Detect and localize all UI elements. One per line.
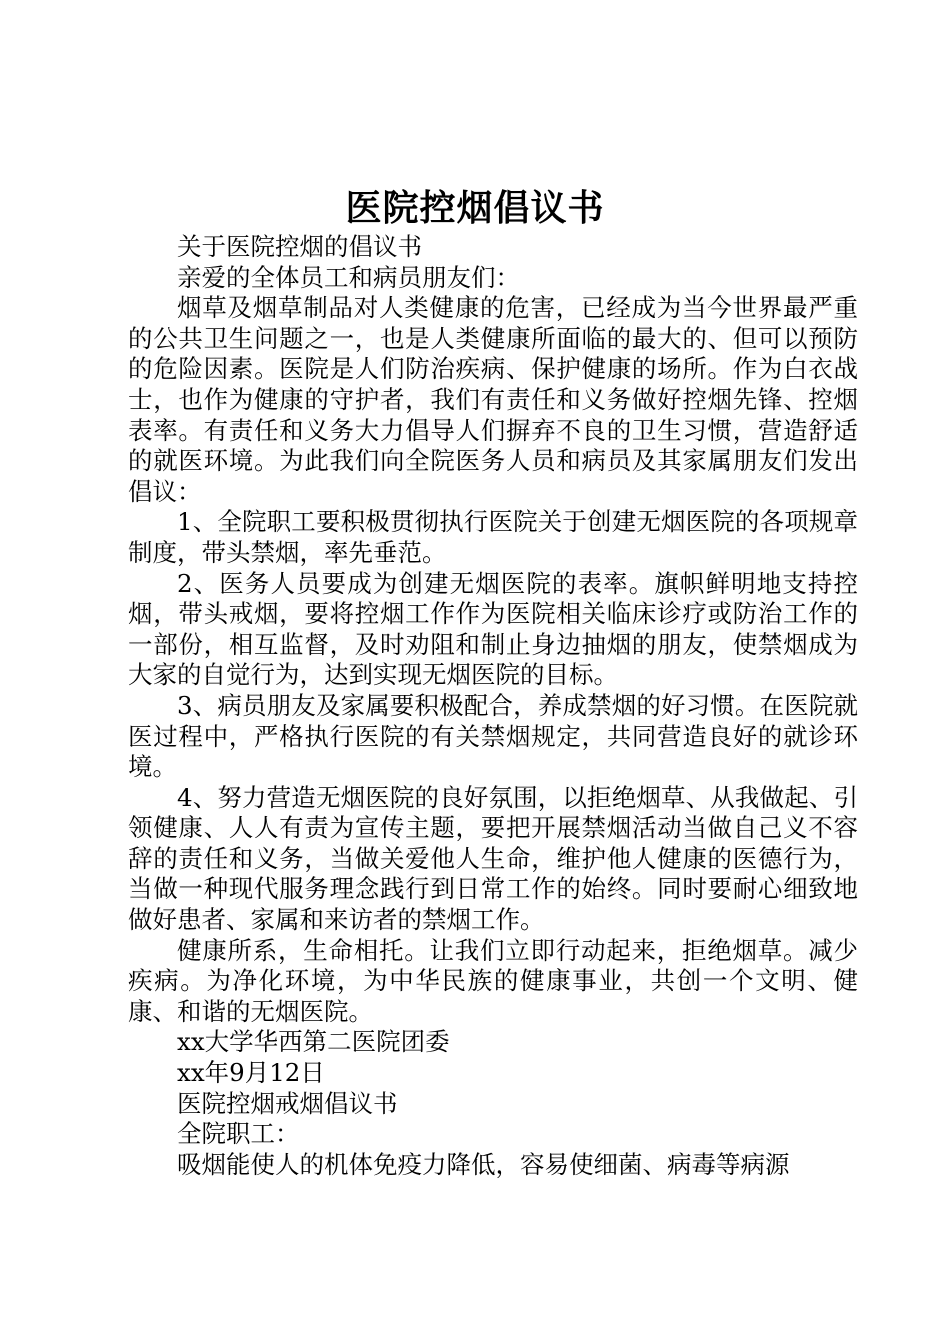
- paragraph-item-3: 3、病员朋友及家属要积极配合，养成禁烟的好习惯。在医院就医过程中，严格执行医院的有关禁烟规定，共同营造良好的就诊环境。: [128, 690, 858, 782]
- document-subtitle: 关于医院控烟的倡议书: [177, 232, 422, 261]
- paragraph-item-1: 1、全院职工要积极贯彻执行医院关于创建无烟医院的各项规章制度，带头禁烟，率先垂范。: [128, 507, 858, 567]
- signature: xx大学华西第二医院团委: [177, 1027, 450, 1057]
- paragraph-intro: 烟草及烟草制品对人类健康的危害，已经成为当今世界最严重的公共卫生问题之一，也是人类健康所面临的最大的、但可以预防的危险因素。医院是人们防治疾病、保护健康的场所。作为白衣战士，也作为健康的守护者，我们有责任和义务做好控烟先锋、控烟表率。有责任和义务大力倡导人们摒弃不良的卫生习惯，营造舒适的就医环境。为此我们向全院医务人员和病员及其家属朋友们发出倡议：: [128, 293, 858, 506]
- paragraph-item-2: 2、医务人员要成为创建无烟医院的表率。旗帜鲜明地支持控烟，带头戒烟，要将控烟工作作为医院相关临床诊疗或防治工作的一部份，相互监督，及时劝阻和制止身边抽烟的朋友，使禁烟成为大家的自觉行为，达到实现无烟医院的目标。: [128, 568, 858, 690]
- document-body: [128, 232, 858, 1180]
- paragraph-closing: 健康所系，生命相托。让我们立即行动起来，拒绝烟草。减少疾病。为净化环境，为中华民族的健康事业，共创一个文明、健康、和谐的无烟医院。: [128, 935, 858, 1026]
- second-paragraph: 吸烟能使人的机体免疫力降低，容易使细菌、病毒等病源: [177, 1149, 790, 1179]
- second-title: 医院控烟戒烟倡议书: [177, 1088, 398, 1118]
- document-date: xx年9月12日: [177, 1058, 325, 1088]
- salutation: 亲爱的全体员工和病员朋友们：: [177, 262, 520, 292]
- second-salutation: 全院职工：: [177, 1119, 300, 1149]
- paragraph-item-4: 4、努力营造无烟医院的良好氛围，以拒绝烟草、从我做起、引领健康、人人有责为宣传主题，要把开展禁烟活动当做自己义不容辞的责任和义务，当做关爱他人生命，维护他人健康的医德行为，当做一种现代服务理念践行到日常工作的始终。同时要耐心细致地做好患者、家属和来访者的禁烟工作。: [128, 782, 858, 935]
- document-title: 医院控烟倡议书: [345, 187, 605, 229]
